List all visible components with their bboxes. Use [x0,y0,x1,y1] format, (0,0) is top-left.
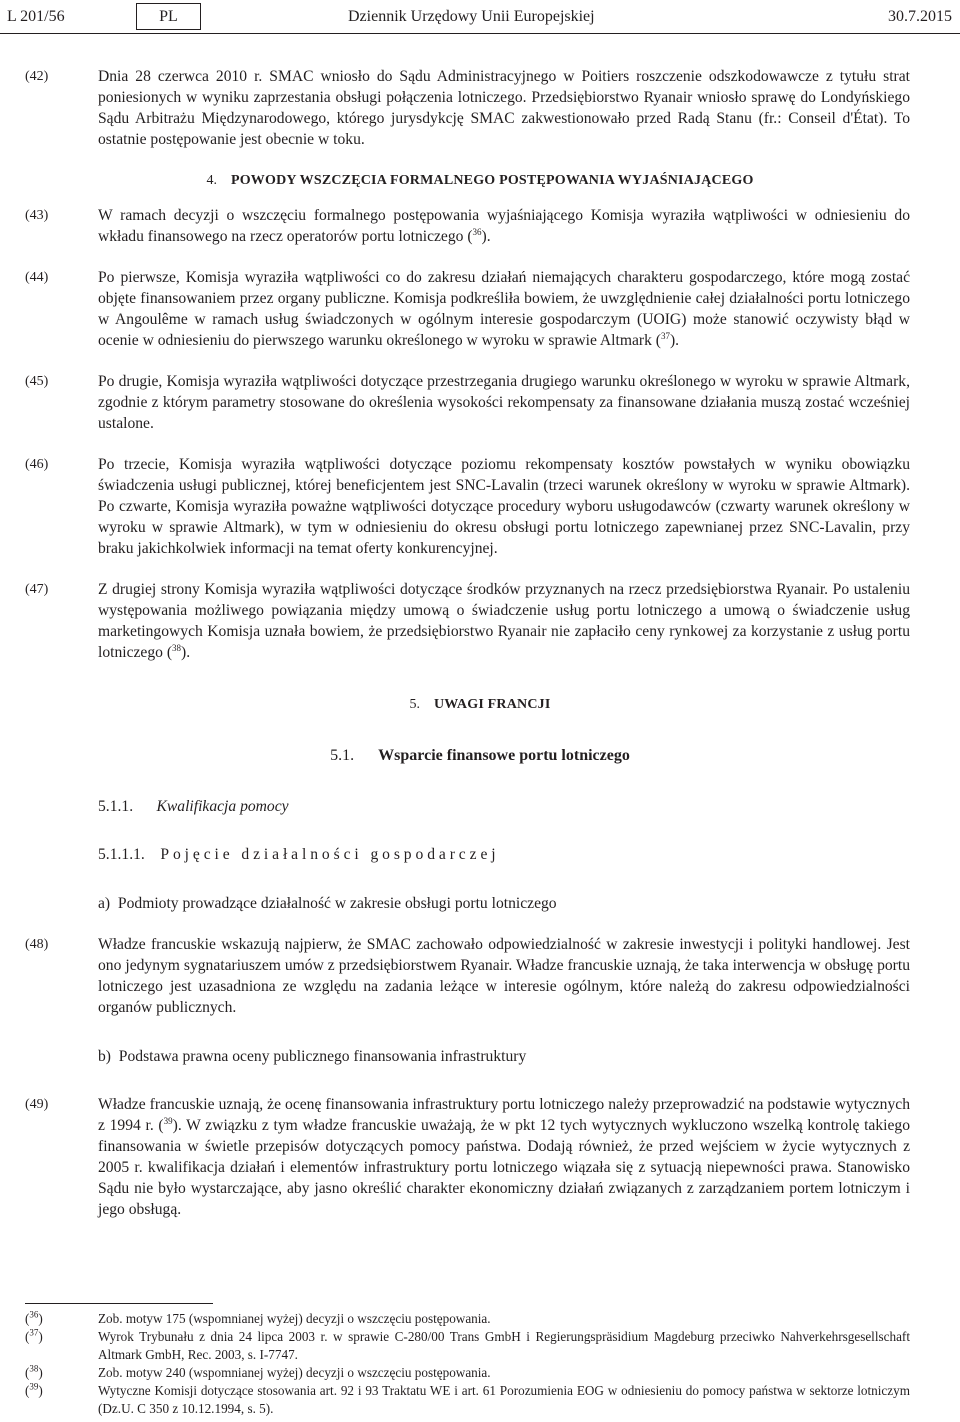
journal-title: Dziennik Urzędowy Unii Europejskiej [348,8,595,25]
footnote-38 [0,1364,960,1382]
publication-date: 30.7.2015 [888,8,952,25]
page-header [0,0,960,34]
footnote-36 [0,1310,960,1328]
section-5-1-1-heading [98,796,960,817]
section-title: Pojęcie działalności gospodarczej [160,846,500,863]
footnote-39 [0,1382,960,1418]
language-badge: PL [136,3,201,30]
footnote-text: Wytyczne Komisji dotyczące stosowania art. 92 i 93 Traktatu WE i art. 61 Porozumienia EOG w odniesieniu do pomocy państwa w sektorze lotniczym (Dz.U. C 350 z 10.12.1994, s. 5). [98,1383,910,1416]
recital-46 [0,454,960,559]
recital-number: (42) [25,69,49,84]
recital-49 [0,1094,960,1220]
recital-47 [0,579,960,663]
footnote-ref[interactable]: 36 [472,226,482,237]
recital-42 [0,66,960,150]
footnote-text: Zob. motyw 240 (wspomnianej wyżej) decyzji o wszczęciu postępowania. [98,1365,491,1380]
recital-number: (46) [25,457,49,472]
footnote-text: Wyrok Trybunału z dnia 24 lipca 2003 r. w sprawie C-280/00 Trans GmbH i Regierungspräsidium Magdeburg przeciwko Nahverkehrsgesellschaft Altmark GmbH, Rec. 2003, s. I-7747. [98,1329,910,1362]
header-divider [0,33,960,34]
footnote-number: ($^{37}$) [25,1327,43,1344]
point-b-heading [98,1046,960,1067]
recital-number: (43) [25,208,49,223]
recital-number: (47) [25,582,49,597]
footnote-number: ($^{36}$) [25,1309,43,1326]
recital-45 [0,371,960,434]
footnote-ref[interactable]: 38 [172,642,182,653]
recital-text: W ramach decyzji o wszczęciu formalnego postępowania wyjaśniającego Komisja wyraziła wątpliwości w odniesieniu do wkładu finansowego na rzecz operatorów portu lotniczego ($^{36}$). [98,207,910,245]
footnotes [0,1310,960,1418]
point-title: Podstawa prawna oceny publicznego finansowania infrastruktury [118,1048,527,1065]
section-5-heading [0,694,960,715]
point-title: Podmioty prowadzące działalność w zakresie obsługi portu lotniczego [117,895,557,912]
recital-number: (49) [25,1097,49,1112]
section-title: Kwalifikacja pomocy [156,798,289,815]
page-reference: L 201/56 [7,8,65,25]
recital-number: (48) [25,937,49,952]
recital-48 [0,934,960,1018]
point-label: b) [98,1048,111,1065]
footnote-number: ($^{39}$) [25,1381,43,1398]
section-number: 5.1.1. [98,798,134,815]
footnote-ref[interactable]: 37 [660,330,670,341]
recital-number: (44) [25,270,49,285]
recital-text: Dnia 28 czerwca 2010 r. SMAC wniosło do Sądu Administracyjnego w Poitiers roszczenie odszkodowawcze z tytułu strat poniesionych w wyniku zaprzestania obsługi połączenia lotniczego. Przedsiębiorstwo Ryanair wniosło sprawę do Londyńskiego Sądu Arbitrażu Międzynarodowego, którego jurysdykcję SMAC zakwestionowało przed Radą Stanu (fr.: Conseil d'État). To ostatnie postępowanie jest obecnie w toku. [98,68,910,148]
recital-text: Z drugiej strony Komisja wyraziła wątpliwości dotyczące środków przyznanych na rzecz przedsiębiorstwa Ryanair. Po ustaleniu występowania możliwego powiązania między umową o świadczenie usług portu lotniczego a umową o świadczenie usług marketingowych Komisja uznała bowiem, że przedsiębiorstwo Ryanair nie zapłaciło ceny rynkowej za korzystanie z usług portu lotniczego ($^{38}$). [98,581,910,661]
point-a-heading [98,893,960,914]
footnote-number: ($^{38}$) [25,1363,43,1380]
section-4-heading [0,170,960,191]
section-number: 5.1.1.1. [98,846,145,863]
recital-43 [0,205,960,247]
recital-text: Władze francuskie wskazują najpierw, że SMAC zachowało odpowiedzialność w zakresie inwestycji i polityki handlowej. Jest ono jedynym sygnatariuszem umów z przedsiębiorstwem Ryanair. Władze francuskie uznają, że taka interwencja w obsługę portu lotniczego jest uzasadniona ze względu na zadania leżące w interesie ogólnym, które należą do zakresu odpowiedzialności organów publicznych. [98,936,910,1016]
section-title: Wsparcie finansowe portu lotniczego [378,747,630,764]
footnote-ref[interactable]: 39 [163,1115,173,1126]
footnote-text: Zob. motyw 175 (wspomnianej wyżej) decyzji o wszczęciu postępowania. [98,1311,491,1326]
recital-44 [0,267,960,351]
section-5-1-1-1-heading [98,844,960,865]
document-body [0,66,960,1240]
section-number: 5. [409,697,420,712]
section-number: 5.1. [330,747,355,764]
section-5-1-heading [0,745,960,766]
recital-text: Władze francuskie uznają, że ocenę finansowania infrastruktury portu lotniczego należy przeprowadzić na podstawie wytycznych z 1994 r. ($^{39}$). W związku z tym władze francuskie uważają, że w pkt 12 tych wytycznych wykluczono wszelką kontrolę takiego finansowania w świetle przepisów dotyczących pomocy państwa. Dodają również, że przed wejściem w życie wytycznych z 2005 r. kwalifikacja działań i elementów infrastruktury portu lotniczego wiązała się z sytuacją niepewności prawa. Stanowisko Sądu nie było wystarczające, aby jasno określić charakter ekonomiczny działań związanych z zarządzaniem portem lotniczym i jego obsługą. [98,1096,910,1218]
point-label: a) [98,895,111,912]
footnote-37 [0,1328,960,1364]
footnote-divider [25,1303,213,1304]
recital-text: Po pierwsze, Komisja wyraziła wątpliwości co do zakresu działań niemających charakteru gospodarczego, które mogą zostać objęte finansowaniem przez organy publiczne. Komisja podkreśliła bowiem, że uwzględnienie całej działalności portu lotniczego w Angoulême w ramach usług świadczonych w ogólnym interesie gospodarczym (UOIG) może stanowić oczywisty błąd w ocenie w odniesieniu do pierwszego warunku określonego w wyroku w sprawie Altmark ($^{37}$). [98,269,910,349]
section-title: POWODY WSZCZĘCIA FORMALNEGO POSTĘPOWANIA WYJAŚNIAJĄCEGO [230,173,754,188]
recital-text: Po trzecie, Komisja wyraziła wątpliwości dotyczące poziomu rekompensaty kosztów powstałych w wyniku obowiązku świadczenia usługi publicznej, której beneficjentem jest SNC-Lavalin (trzeci warunek określony w wyroku w sprawie Altmark). Po czwarte, Komisja wyraziła poważne wątpliwości dotyczące procedury wyboru usługodawców (czwarty warunek określony w wyroku w sprawie Altmark), w tym w odniesieniu do okresu obsługi portu lotniczego zapewnianej przez SNC-Lavalin, przy braku jakichkolwiek informacji na temat oferty konkurencyjnej. [98,456,910,557]
section-title: UWAGI FRANCJI [433,697,551,712]
section-number: 4. [206,173,217,188]
recital-number: (45) [25,374,49,389]
recital-text: Po drugie, Komisja wyraziła wątpliwości dotyczące przestrzegania drugiego warunku określonego w wyroku w sprawie Altmark, zgodnie z którym parametry stosowane do określenia wysokości rekompensaty za finansowane działania muszą zostać wcześniej ustalone. [98,373,910,432]
